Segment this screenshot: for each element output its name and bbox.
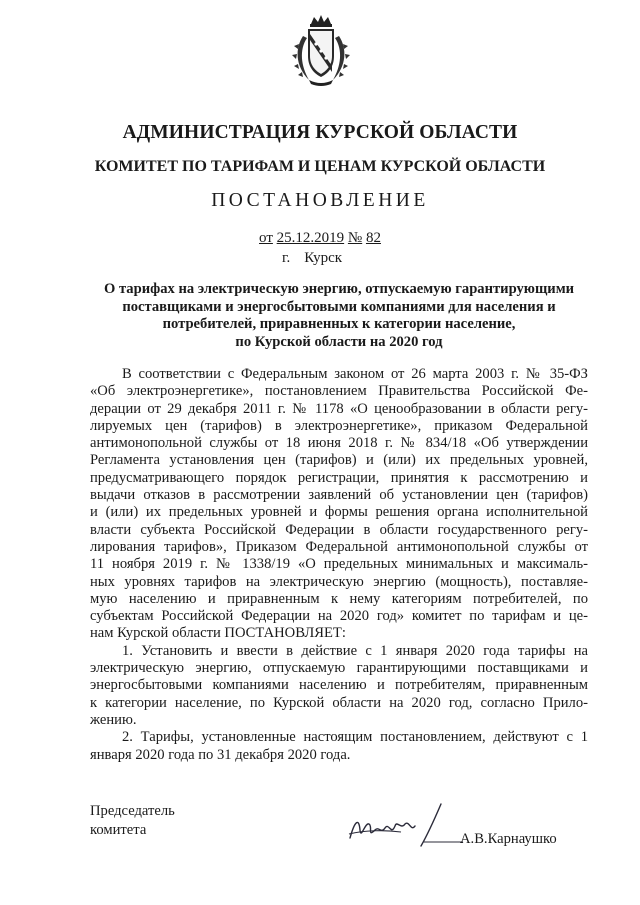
document-type-heading: ПОСТАНОВЛЕНИЕ <box>211 190 429 211</box>
committee-heading: КОМИТЕТ ПО ТАРИФАМ И ЦЕНАМ КУРСКОЙ ОБЛАСТИ <box>94 158 546 175</box>
body-line: к категории население, по Курской области на 2020 год, согласно Прило- <box>90 694 588 711</box>
resolution-title <box>90 281 588 351</box>
coat-of-arms-emblem <box>289 14 353 88</box>
body-line: электрическую энергию, отпускаемую гарантирующими поставщиками и <box>90 660 588 677</box>
title-line: поставщиками и энергосбытовыми компаниями для населения и <box>122 298 556 315</box>
body-line: выдачи отказов в рассмотрении заявлений об установлении цен (тарифов) <box>90 487 588 504</box>
body-line: лируемых цен (тарифов) в электроэнергетике», приказом Федеральной <box>90 417 588 434</box>
body-line: энергосбытовыми компаниями населению и потребителям, приравненным <box>90 677 588 694</box>
signer-name: А.В.Карнаушко <box>460 831 557 847</box>
city-prefix: г. <box>282 250 291 266</box>
document-number: 82 <box>365 230 381 246</box>
body-line: антимонопольной службы от 18 июня 2018 г. № 834/18 «Об утверждении <box>90 435 588 452</box>
body-line: нам Курской области ПОСТАНОВЛЯЕТ: <box>90 625 346 642</box>
body-line: 11 ноября 2019 г. № 1338/19 «О предельных минимальных и максималь- <box>90 556 588 573</box>
document-date: 25.12.2019 <box>276 230 345 246</box>
administration-heading: АДМИНИСТРАЦИЯ КУРСКОЙ ОБЛАСТИ <box>122 122 518 143</box>
date-number-line <box>0 230 640 247</box>
title-line: О тарифах на электрическую энергию, отпускаемую гарантирующими <box>103 281 575 297</box>
handwritten-signature <box>345 800 465 850</box>
title-line: по Курской области на 2020 год <box>235 333 443 350</box>
body-line: субъектам Российской Федерации на 2020 год» комитет по тарифам и це- <box>90 608 588 625</box>
body-line: 1. Установить и ввести в действие с 1 января 2020 года тарифы на <box>122 642 588 659</box>
body-line: и (или) их предельных уровней и формы решения органа исполнительной <box>90 504 588 521</box>
body-line: января 2020 года по 31 декабря 2020 года. <box>90 746 351 763</box>
body-line: предусматривающего порядок регистрации, принятия к рассмотрению и <box>90 469 588 486</box>
body-line: жению. <box>90 711 137 728</box>
signer-position-line: Председатель <box>90 803 175 819</box>
resolution-body <box>90 366 588 764</box>
body-line: власти субъекта Российской Федерации в области государственного регу- <box>90 521 588 538</box>
body-line: лирования тарифов», Приказом Федеральной антимонопольной службы от <box>90 538 588 555</box>
body-line: В соответствии с Федеральным законом от 26 марта 2003 г. № 35-ФЗ <box>122 366 588 382</box>
signer-position-line: комитета <box>90 822 147 838</box>
body-line: 2. Тарифы, установленные настоящим постановлением, действуют с 1 <box>122 729 588 746</box>
signer-position <box>90 802 175 840</box>
title-line: потребителей, приравненных к категории население, <box>162 316 516 333</box>
body-line: ных уровнях тарифов на электрическую энергию (мощность), поставляе- <box>90 573 588 590</box>
body-line: Регламента установления цен (тарифов) и (или) их предельных уровней, <box>90 452 588 469</box>
city-line <box>282 250 356 267</box>
body-line: «Об электроэнергетике», постановлением Правительства Российской Фе- <box>90 383 588 400</box>
number-prefix: № <box>347 230 363 246</box>
city-name: Курск <box>304 250 343 266</box>
date-prefix: от <box>259 230 273 246</box>
body-line: мую населению и приравненным к нему категориям потребителей, по <box>90 590 588 607</box>
body-line: дерации от 29 декабря 2011 г. № 1178 «О ценообразовании в области регу- <box>90 400 588 417</box>
